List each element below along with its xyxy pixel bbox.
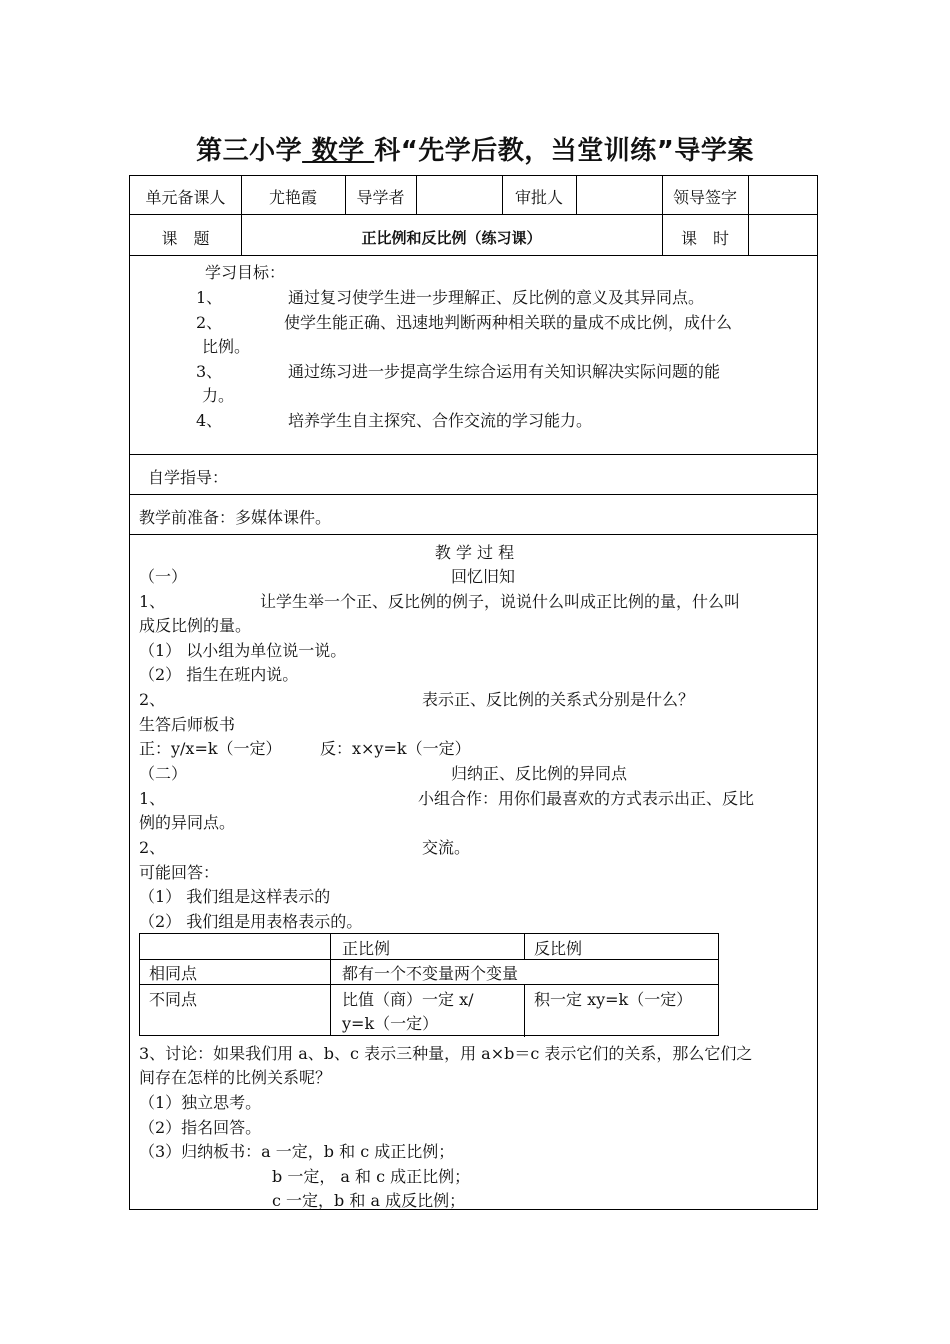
objective-text-cont: 力。 — [202, 386, 235, 405]
topic-label: 课 题 — [161, 229, 210, 248]
objective-text-cont: 比例。 — [202, 337, 251, 356]
row-divider — [130, 494, 817, 495]
col-header-negative: 反比例 — [534, 939, 583, 958]
title-subject: 数学 — [302, 136, 375, 166]
document-title — [0, 130, 950, 167]
objective-text: 通过复习使学生进一步理解正、反比例的意义及其异同点。 — [288, 288, 705, 307]
col-divider — [524, 984, 525, 1037]
q1-answer-a: （1） 以小组为单位说一说。 — [139, 641, 347, 660]
q3-step-c: （3）归纳板书：a 一定，b 和 c 成正比例； — [139, 1142, 455, 1161]
q2-number: 2、 — [139, 690, 166, 709]
p2q1-text: 小组合作：用你们最喜欢的方式表示出正、反比 — [418, 789, 755, 808]
approver-label: 审批人 — [514, 188, 563, 207]
row-divider — [140, 984, 718, 985]
guide-label: 导学者 — [356, 188, 405, 207]
q3-text-cont: 间存在怎样的比例关系呢？ — [139, 1068, 332, 1087]
p2q2-text: 交流。 — [422, 838, 471, 857]
q2-text: 表示正、反比例的关系式分别是什么？ — [422, 690, 695, 709]
q3-text: 3、讨论：如果我们用 a、b、c 表示三种量，用 a×b＝c 表示它们的关系，那么它们之 — [139, 1044, 753, 1063]
row-divider — [130, 255, 817, 256]
row-divider — [140, 959, 718, 960]
p2q1-number: 1、 — [139, 789, 166, 808]
objective-number: 3、 — [196, 362, 223, 381]
answer-2: （2） 我们组是用表格表示的。 — [139, 912, 363, 931]
objective-text: 培养学生自主探究、合作交流的学习能力。 — [288, 411, 593, 430]
period-label: 课 时 — [680, 229, 729, 248]
col-divider — [330, 934, 331, 1035]
q1-text-cont: 成反比例的量。 — [139, 616, 252, 635]
q3-step-a: （1）独立思考。 — [139, 1093, 262, 1112]
diff-positive-cell-cont: y=k（一定） — [342, 1014, 439, 1033]
col-header-positive: 正比例 — [342, 939, 391, 958]
topic-value: 正比例和反比例（练习课） — [361, 229, 542, 247]
objectives-heading: 学习目标： — [205, 263, 286, 282]
col-divider — [748, 176, 749, 255]
preparation-text: 教学前准备：多媒体课件。 — [139, 508, 332, 527]
q1-text: 让学生举一个正、反比例的例子，说说什么叫成正比例的量，什么叫 — [260, 592, 741, 611]
q3-step-d: b 一定， a 和 c 成正比例； — [272, 1167, 471, 1186]
formula-negative: 反：x×y=k（一定） — [320, 739, 471, 758]
unit-planner-value: 尤艳霞 — [268, 188, 317, 207]
diff-negative-cell: 积一定 xy=k（一定） — [534, 990, 693, 1009]
q1-number: 1、 — [139, 592, 166, 611]
p2q2-number: 2、 — [139, 838, 166, 857]
part1-number: （一） — [139, 567, 188, 586]
unit-planner-label: 单元备课人 — [145, 188, 226, 207]
board-note: 生答后师板书 — [139, 715, 236, 734]
p2q1-text-cont: 例的异同点。 — [139, 813, 236, 832]
row-header-same: 相同点 — [149, 964, 198, 983]
objective-number: 1、 — [196, 288, 223, 307]
self-study-label: 自学指导： — [148, 468, 229, 487]
answer-1: （1） 我们组是这样表示的 — [139, 887, 331, 906]
comparison-table — [139, 933, 719, 1036]
row-divider — [130, 534, 817, 535]
title-prefix: 第三小学 — [196, 136, 303, 166]
process-heading: 教 学 过 程 — [434, 543, 515, 562]
col-divider — [524, 934, 525, 959]
objective-number: 4、 — [196, 411, 223, 430]
formula-positive: 正：y/x=k（一定） — [139, 739, 282, 758]
row-header-diff: 不同点 — [149, 990, 198, 1009]
objective-number: 2、 — [196, 313, 223, 332]
diff-positive-cell: 比值（商）一定 x/ — [342, 990, 474, 1009]
lesson-plan-table — [129, 175, 818, 1210]
possible-answers-label: 可能回答： — [139, 863, 220, 882]
objective-text: 通过练习进一步提高学生综合运用有关知识解决实际问题的能 — [288, 362, 721, 381]
same-cell: 都有一个不变量两个变量 — [342, 964, 519, 983]
q3-step-b: （2）指名回答。 — [139, 1118, 262, 1137]
q1-answer-b: （2） 指生在班内说。 — [139, 665, 299, 684]
part2-title: 归纳正、反比例的异同点 — [451, 764, 628, 783]
row-divider — [130, 454, 817, 455]
col-divider — [576, 176, 577, 214]
title-suffix: 科“先学后教，当堂训练”导学案 — [374, 136, 754, 166]
part2-number: （二） — [139, 764, 188, 783]
leader-sign-label: 领导签字 — [672, 188, 737, 207]
row-divider — [130, 214, 817, 215]
col-divider — [416, 176, 417, 214]
part1-title: 回忆旧知 — [451, 567, 516, 586]
objective-text: 使学生能正确、迅速地判断两种相关联的量成不成比例，成什么 — [284, 313, 733, 332]
q3-step-e: c 一定，b 和 a 成反比例； — [272, 1191, 466, 1210]
